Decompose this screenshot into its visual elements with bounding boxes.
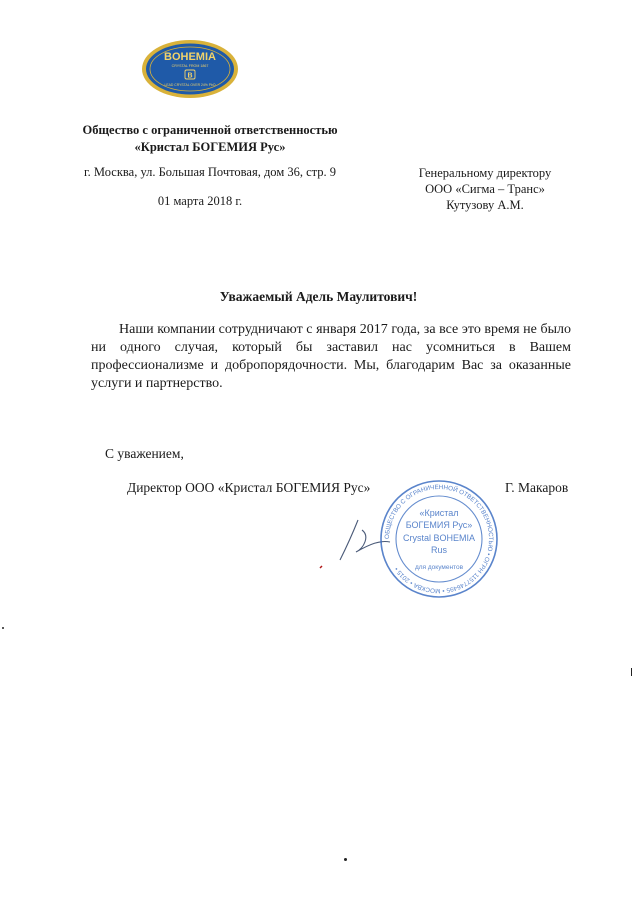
signer-name: Г. Макаров	[505, 480, 569, 495]
recipient-line3: Кутузову А.М.	[446, 198, 524, 212]
scan-speck	[2, 627, 4, 629]
recipient-line1: Генеральному директору	[418, 166, 552, 180]
stamp-inner-top: «Кристал	[419, 508, 459, 518]
company-name-line1: Общество с ограниченной ответственностью	[82, 123, 338, 137]
sender-address: г. Москва, ул. Большая Почтовая, дом 36, стр. 9	[83, 165, 337, 179]
stamp-inner-en2: Rus	[430, 545, 448, 555]
scan-speck	[344, 858, 347, 861]
recipient-line2: ООО «Сигма – Транс»	[425, 182, 545, 196]
company-name-line2: «Кристал БОГЕМИЯ Рус»	[134, 140, 286, 154]
logo-line2: LEAD CRYSTAL OVER 24% PbO	[164, 83, 216, 87]
stamp-inner-bottom: для документов	[414, 564, 464, 571]
signature-title: Директор ООО «Кристал БОГЕМИЯ Рус»	[127, 480, 371, 495]
stamp-inner-mid: БОГЕМИЯ Рус»	[405, 520, 473, 530]
logo-brand: BOHEMIA	[164, 51, 216, 63]
company-stamp	[378, 478, 500, 600]
letter-date: 01 марта 2018 г.	[157, 194, 243, 208]
stamp-ring-text: ОБЩЕСТВО С ОГРАНИЧЕННОЙ ОТВЕТСТВЕННОСТЬЮ • ОГРН 1157746495 • МОСКВА • 2015 •	[383, 483, 495, 595]
bohemia-logo	[140, 38, 240, 100]
stamp-inner-en1: Crystal BOHEMIA	[402, 533, 476, 543]
scan-speck	[631, 668, 632, 676]
svg-text:B: B	[187, 72, 193, 80]
letter-body	[91, 321, 571, 393]
logo-line1: CRYSTAL FROM 1867	[171, 64, 209, 68]
greeting: Уважаемый Адель Маулитович!	[219, 289, 418, 304]
letter-paragraph: Наши компании сотрудничают с января 2017 года, за все это время не было ни одного случая, который бы заставил нас усомниться в Вашем профессионализме и добропорядочности. Мы, благодарим Вас за оказанные услуги и партнерство.	[91, 322, 571, 391]
closing: С уважением,	[105, 446, 184, 461]
